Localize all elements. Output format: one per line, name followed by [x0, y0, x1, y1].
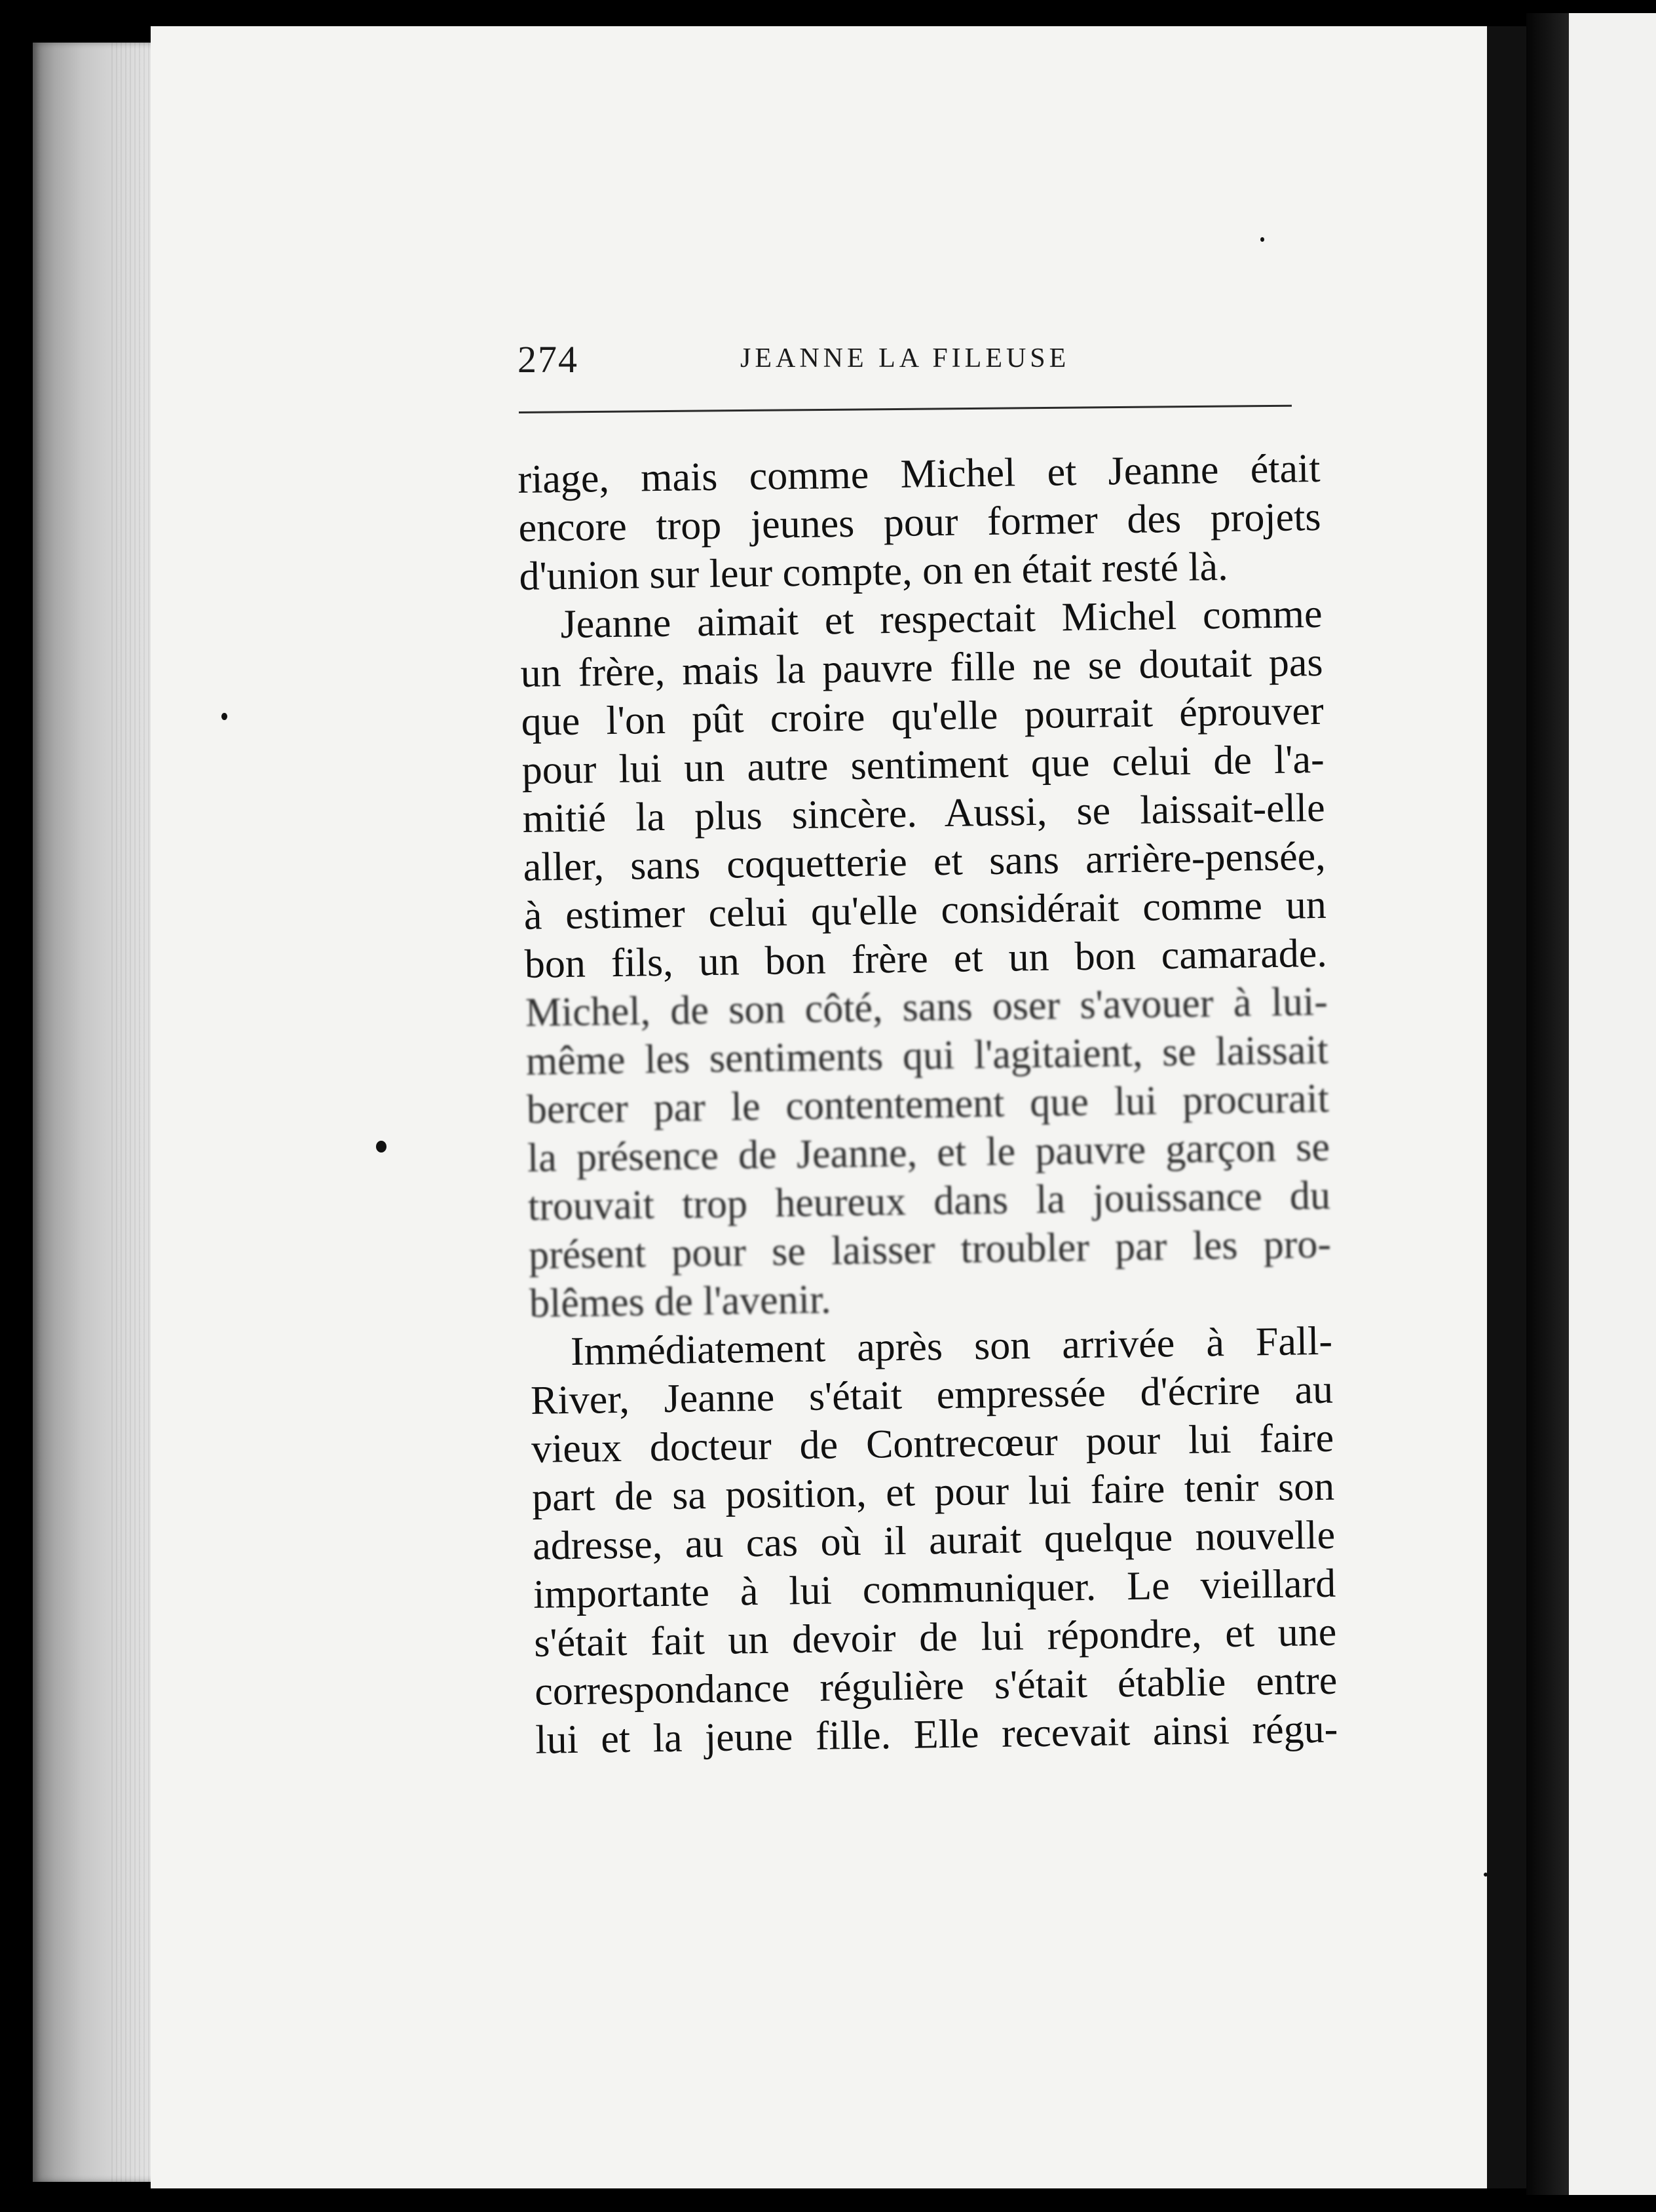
text-line: vieux docteur de Contrecœur pour lui faire — [531, 1415, 1334, 1472]
text-line: la présence de Jeanne, et le pauvre garçon se — [527, 1124, 1330, 1181]
text-line: part de sa position, et pour lui faire tenir son — [531, 1464, 1335, 1520]
text-line: encore trop jeunes pour former des projets — [518, 494, 1321, 550]
text-line: un frère, mais la pauvre fille ne se doutait pas — [520, 639, 1324, 696]
text-line: s'était fait un devoir de lui répondre, et une — [533, 1609, 1337, 1666]
running-title: JEANNE LA FILEUSE — [740, 343, 1070, 373]
text-line: correspondance régulière s'était établie entre — [534, 1658, 1338, 1714]
scan-speck — [376, 1141, 386, 1153]
text-line: riage, mais comme Michel et Jeanne était — [518, 446, 1321, 502]
scan-speck — [1260, 237, 1264, 242]
text-line: blêmes de l'avenir. — [529, 1277, 832, 1326]
text-line: pour lui un autre sentiment que celui de l'a- — [521, 736, 1325, 793]
text-line: trouvait trop heureux dans la jouissance du — [527, 1173, 1331, 1229]
text-line: bon fils, un bon frère et un bon camarade. — [524, 930, 1328, 987]
text-line: importante à lui communiquer. Le vieillard — [533, 1561, 1336, 1617]
page-gutter-shadow — [1487, 26, 1526, 2188]
scan-speck — [1484, 1873, 1488, 1877]
facing-page-edge — [1569, 13, 1656, 2195]
scan-speck — [221, 713, 227, 720]
facing-page-shadow — [1526, 13, 1569, 2195]
text-line: Immédiatement après son arrivée à Fall- — [570, 1318, 1333, 1374]
text-line: mitié la plus sincère. Aussi, se laissait-elle — [522, 785, 1326, 841]
text-line: que l'on pût croire qu'elle pourrait éprouver — [521, 688, 1325, 744]
text-line: même les sentiments qui l'agitaient, se laissait — [525, 1027, 1329, 1084]
text-line: aller, sans coquetterie et sans arrière-pensée, — [523, 833, 1327, 890]
book-spine-edge — [33, 43, 157, 2182]
text-line: River, Jeanne s'était empressée d'écrire au — [530, 1367, 1334, 1423]
text-line: Jeanne aimait et respectait Michel comme — [560, 591, 1323, 647]
text-line: présent pour se laisser troubler par les pro- — [528, 1221, 1332, 1278]
text-line: adresse, au cas où il aurait quelque nouvelle — [532, 1512, 1336, 1569]
text-line: lui et la jeune fille. Elle recevait ainsi régu- — [535, 1706, 1338, 1763]
text-line: bercer par le contentement que lui procurait — [526, 1076, 1330, 1132]
text-line: Michel, de son côté, sans oser s'avouer à lui- — [525, 979, 1328, 1035]
page-header — [518, 337, 1290, 390]
text-line: d'union sur leur compte, on en était resté là. — [519, 544, 1229, 599]
text-line: à estimer celui qu'elle considérait comme un — [523, 882, 1327, 938]
page-number: 274 — [518, 338, 578, 381]
body-text — [518, 444, 1338, 1764]
